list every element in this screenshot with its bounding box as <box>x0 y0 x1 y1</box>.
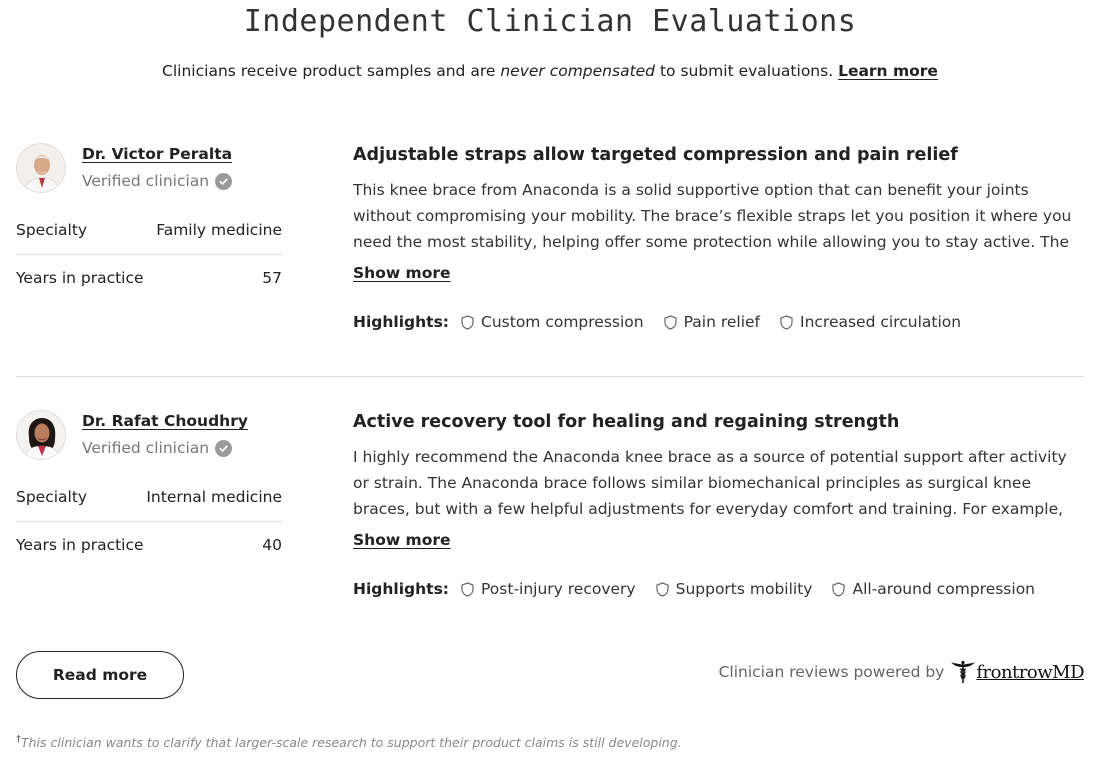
specialty-row <box>16 221 282 239</box>
highlight-label: Supports mobility <box>675 580 813 598</box>
highlight-item <box>664 313 760 331</box>
footnote-text: This clinician wants to clarify that larger-scale research to support their product claims is still developing. <box>21 735 682 751</box>
highlight-label: Increased circulation <box>800 313 962 331</box>
review-title: Active recovery tool for healing and regaining strength <box>353 412 900 432</box>
highlight-label: Pain relief <box>683 313 760 331</box>
footnote-mark: † <box>16 734 21 745</box>
caduceus-icon <box>950 660 976 684</box>
years-row <box>16 536 282 554</box>
powered-by <box>719 660 1084 684</box>
avatar <box>16 410 66 460</box>
years-row <box>16 269 282 287</box>
page-title: Independent Clinician Evaluations <box>243 4 857 39</box>
highlights-label: Highlights: <box>353 580 450 598</box>
read-more-button[interactable]: Read more <box>16 651 184 699</box>
show-more-link[interactable]: Show more <box>353 531 451 549</box>
specialty-label: Specialty <box>16 221 88 239</box>
shield-icon <box>461 315 474 330</box>
stat-divider <box>16 521 282 522</box>
years-label: Years in practice <box>16 536 144 554</box>
highlights <box>353 580 1055 598</box>
years-value: 57 <box>262 269 282 287</box>
stat-divider <box>16 254 282 255</box>
shield-icon <box>664 315 677 330</box>
review-body: I highly recommend the Anaconda knee brace as a source of potential support after activity or strain. The Anaconda brace follows similar biomechanical principles as surgical knee braces, but with a few helpful adjustments for everyday comfort and training. For example, <box>353 448 1067 518</box>
specialty-value: Internal medicine <box>146 488 282 506</box>
specialty-value: Family medicine <box>156 221 282 239</box>
highlight-item <box>461 580 636 598</box>
learn-more-link[interactable]: Learn more <box>838 62 938 80</box>
footnote <box>16 734 682 750</box>
highlight-item <box>832 580 1035 598</box>
highlight-label: All-around compression <box>852 580 1035 598</box>
highlights-label: Highlights: <box>353 313 450 331</box>
verified-badge <box>82 439 232 457</box>
verified-badge <box>82 172 232 190</box>
highlight-item <box>461 313 644 331</box>
clinician-name-link[interactable]: Dr. Victor Peralta <box>82 145 233 163</box>
subtitle-text-end: to submit evaluations. <box>655 62 839 80</box>
shield-icon <box>461 582 474 597</box>
clinician-photo-icon <box>17 411 66 460</box>
years-value: 40 <box>262 536 282 554</box>
page-subtitle <box>0 62 1094 80</box>
specialty-row <box>16 488 282 506</box>
clinician-photo-icon <box>17 144 66 193</box>
verified-label: Verified clinician <box>82 172 210 190</box>
verified-label: Verified clinician <box>82 439 210 457</box>
review-body: This knee brace from Anaconda is a solid supportive option that can benefit your joints without compromising your mobility. The brace’s flexible straps let you position it where you need the most stability, helping offer some protection while allowing you to stay active. The <box>353 181 1072 251</box>
highlight-label: Post-injury recovery <box>481 580 636 598</box>
check-circle-icon <box>215 440 232 457</box>
specialty-label: Specialty <box>16 488 88 506</box>
highlights <box>353 313 981 331</box>
avatar <box>16 143 66 193</box>
brand-name: frontrowMD <box>976 661 1084 683</box>
highlight-item <box>780 313 961 331</box>
highlight-label: Custom compression <box>481 313 644 331</box>
shield-icon <box>780 315 793 330</box>
subtitle-emphasis: never compensated <box>500 62 656 80</box>
shield-icon <box>832 582 845 597</box>
review-divider <box>16 376 1084 377</box>
show-more-link[interactable]: Show more <box>353 264 451 282</box>
clinician-name-link[interactable]: Dr. Rafat Choudhry <box>82 412 248 430</box>
review-title: Adjustable straps allow targeted compression and pain relief <box>353 145 958 165</box>
frontrowmd-logo-link[interactable] <box>950 660 1084 684</box>
powered-by-label: Clinician reviews powered by <box>718 663 945 681</box>
highlight-item <box>656 580 813 598</box>
subtitle-text: Clinicians receive product samples and are <box>162 62 501 80</box>
years-label: Years in practice <box>16 269 144 287</box>
shield-icon <box>656 582 669 597</box>
check-circle-icon <box>215 173 232 190</box>
